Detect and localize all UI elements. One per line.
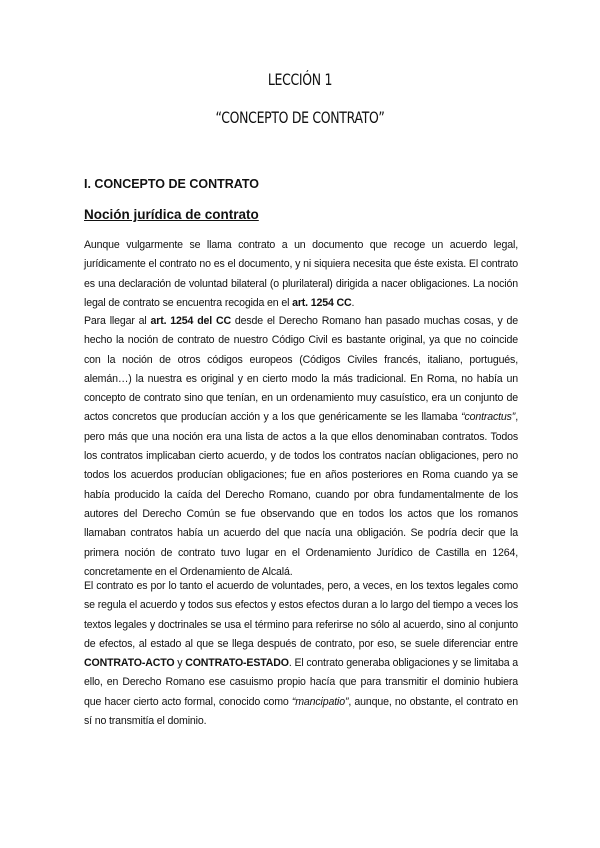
paragraph-text: . El contrato generaba obligaciones y se limitaba a ello, en Derecho Romano ese casuismo propio hacía que para transmitir el dominio hubiera que hacer cierto acto formal, conocido como [84, 657, 519, 708]
paragraph-text: Para llegar al [84, 315, 151, 327]
lesson-title: “CONCEPTO DE CONTRATO” [215, 108, 385, 127]
paragraph-3 [84, 577, 518, 731]
paragraph-text: Aunque vulgarmente se llama contrato a un documento que recoge un acuerdo legal, jurídicamente el contrato no es el documento, y ni siquiera necesita que éste exista. El contrato es una declaración de voluntad bilateral (o plurilateral) dirigida a nacer obligaciones. La noción legal de contrato se encuentra recogida en el [84, 239, 518, 309]
latin-term: “contractus” [461, 411, 516, 424]
paragraph-text: . [351, 296, 355, 309]
paragraph-text: El contrato es por lo tanto el acuerdo de voluntades, pero, a veces, en los textos legales como se regula el acuerdo y todos sus efectos y estos efectos duran a lo largo del tiempo a veces los textos legales y doctrinales se usa el término para referirse no sólo al acuerdo, sino al conjunto de efectos, al estado al que se llega después de contrato, por eso, se suele diferenciar entre [84, 580, 518, 650]
section-heading: I. CONCEPTO DE CONTRATO [84, 177, 260, 191]
key-term: CONTRATO-ESTADO [185, 657, 289, 670]
paragraph-1 [84, 236, 518, 313]
paragraph-2 [84, 312, 518, 582]
latin-term: “mancipatio” [291, 695, 349, 708]
article-reference: art. 1254 del CC [150, 315, 231, 327]
paragraph-text: desde el Derecho Romano han pasado muchas cosas, y de hecho la noción de contrato de nuestro Código Civil es bastante original, ya que no coincide con la noción de otros códigos europeos (Códigos Civiles francés, italiano, portugués, alemán…) la nuestra es original y en cierto modo la más tradicional. En Roma, no había un concepto de contrato sino que tenían, en un ordenamiento muy casuístico, era un conjunto de actos concretos que producían acción y a los que genéricamente se les llamaba [84, 315, 519, 424]
paragraph-text: , pero más que una noción era una lista de actos a la que ellos denominaban contratos. Todos los contratos implicaban cierto acuerdo, y de todos los contratos nacían obligaciones, pero no todos los acuerdos producían obligaciones; fue en años posteriores en Roma cuando ya se había producido la caída del Derecho Romano, cuando por obra fundamentalmente de los autores del Derecho Común se fue observando que en todos los actos que los romanos llamaban contratos había un acuerdo del que nacía una obligación. Se podría decir que la primera noción de contrato tuvo lugar en el Ordenamiento Jurídico de Castilla en 1264, concretamente en el Ordenamiento de Alcalá. [84, 411, 518, 578]
paragraph-text: , aunque, no obstante, el contrato en sí no transmitía el dominio. [84, 695, 519, 728]
subsection-heading: Noción jurídica de contrato [84, 207, 259, 222]
paragraph-text: y [174, 657, 186, 670]
lesson-number: LECCIÓN 1 [267, 70, 333, 89]
article-reference: art. 1254 CC [292, 296, 352, 309]
key-term: CONTRATO-ACTO [84, 657, 175, 670]
